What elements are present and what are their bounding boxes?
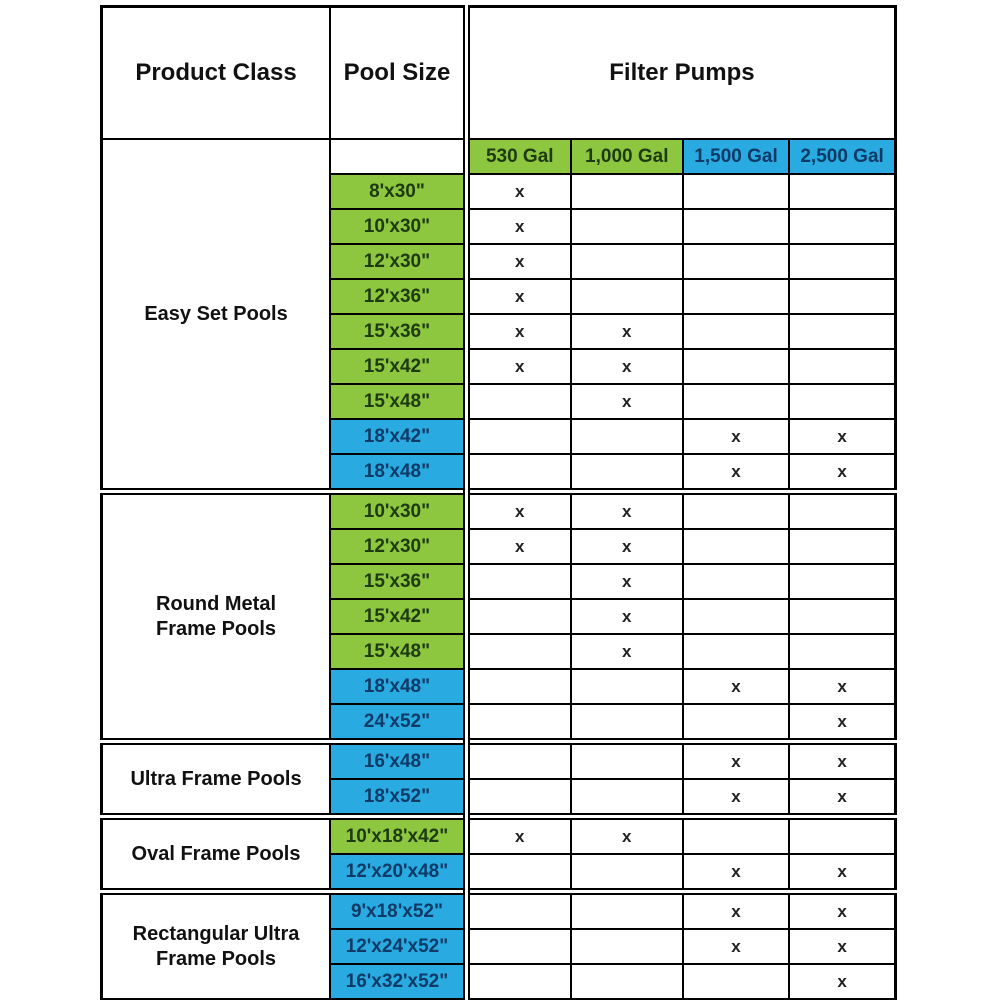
pool-size-cell: 16'x48" [330, 742, 466, 780]
pump-cell-empty [571, 929, 683, 964]
pool-size-cell: 15'x36" [330, 564, 466, 599]
pump-cell-empty [683, 244, 789, 279]
pool-size-cell: 15'x48" [330, 384, 466, 419]
pump-compatible-mark-cell: x [571, 492, 683, 530]
pump-cell-empty [571, 964, 683, 1000]
pump-cell-empty [789, 599, 895, 634]
pump-cell-empty [683, 634, 789, 669]
pump-cell-empty [571, 244, 683, 279]
pump-size-header-row [102, 139, 896, 174]
pool-size-cell: 12'x36" [330, 279, 466, 314]
pump-compatible-mark-cell: x [683, 669, 789, 704]
pump-compatible-mark-cell: x [466, 349, 570, 384]
pool-size-cell: 24'x52" [330, 704, 466, 742]
pump-compatible-mark-cell: x [683, 929, 789, 964]
pool-size-blank-cell [330, 139, 466, 174]
pool-size-cell: 15'x36" [330, 314, 466, 349]
pool-size-header: Pool Size [330, 7, 466, 140]
pump-cell-empty [466, 599, 570, 634]
product-class-cell-easy-set [102, 139, 331, 492]
pool-size-cell: 10'x30" [330, 209, 466, 244]
pump-compatible-mark-cell: x [571, 564, 683, 599]
pump-cell-empty [789, 384, 895, 419]
pump-compatible-mark-cell: x [683, 854, 789, 892]
product-class-cell [102, 892, 331, 1000]
pump-compatible-mark-cell: x [789, 454, 895, 492]
pool-size-cell: 12'x30" [330, 244, 466, 279]
pump-cell-empty [789, 492, 895, 530]
product-class-label: Easy Set Pools [144, 302, 288, 325]
pump-compatible-mark-cell: x [571, 599, 683, 634]
pump-cell-empty [466, 384, 570, 419]
pump-cell-empty [466, 564, 570, 599]
pump-cell-empty [466, 892, 570, 930]
pump-cell-empty [683, 492, 789, 530]
pump-cell-empty [683, 817, 789, 855]
filter-pumps-header: Filter Pumps [466, 7, 895, 140]
product-class-cell [102, 742, 331, 817]
pump-compatible-mark-cell: x [571, 349, 683, 384]
pump-cell-empty [683, 174, 789, 209]
pump-compatible-mark-cell: x [466, 492, 570, 530]
pump-cell-empty [683, 599, 789, 634]
pool-size-cell: 18'x48" [330, 454, 466, 492]
pool-size-cell: 15'x48" [330, 634, 466, 669]
pump-cell-empty [789, 314, 895, 349]
pump-compatible-mark-cell: x [466, 817, 570, 855]
pump-cell-empty [571, 854, 683, 892]
pump-cell-empty [683, 349, 789, 384]
pump-compatible-mark-cell: x [683, 742, 789, 780]
pump-compatible-mark-cell: x [571, 529, 683, 564]
pool-size-cell: 9'x18'x52" [330, 892, 466, 930]
pump-cell-empty [683, 314, 789, 349]
pump-cell-empty [466, 964, 570, 1000]
pump-compatible-mark-cell: x [789, 742, 895, 780]
product-class-label: Frame Pools [156, 617, 277, 640]
pump-compatible-mark-cell: x [789, 419, 895, 454]
pump-compatible-mark-cell: x [466, 279, 570, 314]
product-class-cell [102, 492, 331, 742]
table-row [102, 892, 896, 930]
pump-cell-empty [683, 529, 789, 564]
pool-size-cell: 18'x48" [330, 669, 466, 704]
pump-cell-empty [789, 244, 895, 279]
pool-size-cell: 18'x52" [330, 779, 466, 817]
pump-cell-empty [466, 742, 570, 780]
pump-compatible-mark-cell: x [789, 854, 895, 892]
pump-cell-empty [789, 817, 895, 855]
pump-cell-empty [683, 209, 789, 244]
pump-cell-empty [571, 174, 683, 209]
pump-cell-empty [789, 209, 895, 244]
product-class-cell [102, 817, 331, 892]
pump-header-1500-gal: 1,500 Gal [683, 139, 789, 174]
pump-compatible-mark-cell: x [571, 817, 683, 855]
pump-cell-empty [466, 854, 570, 892]
pump-compatible-mark-cell: x [683, 419, 789, 454]
pump-cell-empty [466, 454, 570, 492]
pump-cell-empty [466, 419, 570, 454]
table-row [102, 817, 896, 855]
pump-compatible-mark-cell: x [571, 384, 683, 419]
pool-size-cell: 16'x32'x52" [330, 964, 466, 1000]
pump-compatible-mark-cell: x [789, 929, 895, 964]
pool-filter-pump-compatibility-table [100, 5, 897, 1000]
pump-cell-empty [683, 704, 789, 742]
pump-cell-empty [789, 279, 895, 314]
table-row [102, 492, 896, 530]
pump-cell-empty [571, 892, 683, 930]
pump-cell-empty [466, 704, 570, 742]
pump-compatible-mark-cell: x [789, 779, 895, 817]
product-class-label: Round Metal [156, 592, 277, 615]
pump-cell-empty [466, 929, 570, 964]
pump-compatible-mark-cell: x [683, 892, 789, 930]
pump-compatible-mark-cell: x [683, 779, 789, 817]
pump-cell-empty [571, 209, 683, 244]
pool-size-cell: 15'x42" [330, 349, 466, 384]
pump-cell-empty [571, 669, 683, 704]
pump-cell-empty [683, 384, 789, 419]
product-class-label: Rectangular Ultra [132, 922, 300, 945]
pump-compatible-mark-cell: x [789, 669, 895, 704]
pool-size-cell: 10'x30" [330, 492, 466, 530]
pool-size-cell: 15'x42" [330, 599, 466, 634]
pump-header-1000-gal: 1,000 Gal [571, 139, 683, 174]
pool-size-cell: 12'x30" [330, 529, 466, 564]
pool-size-cell: 10'x18'x42" [330, 817, 466, 855]
pool-size-cell: 8'x30" [330, 174, 466, 209]
pump-compatible-mark-cell: x [466, 314, 570, 349]
pump-cell-empty [789, 634, 895, 669]
pump-compatible-mark-cell: x [466, 529, 570, 564]
pump-cell-empty [789, 349, 895, 384]
pump-compatible-mark-cell: x [466, 209, 570, 244]
pump-compatible-mark-cell: x [789, 704, 895, 742]
pump-compatible-mark-cell: x [789, 892, 895, 930]
table-header-row [102, 7, 896, 140]
pump-cell-empty [789, 529, 895, 564]
pool-size-cell: 18'x42" [330, 419, 466, 454]
product-class-label: Frame Pools [156, 947, 277, 970]
pump-cell-empty [683, 279, 789, 314]
pump-compatible-mark-cell: x [789, 964, 895, 1000]
product-class-label: Oval Frame Pools [131, 842, 301, 865]
pump-cell-empty [683, 564, 789, 599]
pump-header-530-gal: 530 Gal [466, 139, 570, 174]
product-class-label: Ultra Frame Pools [130, 767, 302, 790]
pump-cell-empty [571, 704, 683, 742]
pool-size-cell: 12'x20'x48" [330, 854, 466, 892]
pump-compatible-mark-cell: x [683, 454, 789, 492]
pump-cell-empty [571, 779, 683, 817]
pump-compatible-mark-cell: x [571, 314, 683, 349]
pool-table-body [102, 7, 896, 1000]
table-row [102, 742, 896, 780]
pump-cell-empty [789, 564, 895, 599]
product-class-header: Product Class [102, 7, 331, 140]
pump-compatible-mark-cell: x [466, 244, 570, 279]
pump-cell-empty [571, 454, 683, 492]
pump-cell-empty [683, 964, 789, 1000]
pump-cell-empty [571, 742, 683, 780]
pool-size-cell: 12'x24'x52" [330, 929, 466, 964]
pump-cell-empty [571, 419, 683, 454]
pump-cell-empty [466, 634, 570, 669]
pump-cell-empty [789, 174, 895, 209]
pump-header-2500-gal: 2,500 Gal [789, 139, 895, 174]
pump-cell-empty [571, 279, 683, 314]
pump-compatible-mark-cell: x [571, 634, 683, 669]
pump-cell-empty [466, 779, 570, 817]
pump-cell-empty [466, 669, 570, 704]
pump-compatible-mark-cell: x [466, 174, 570, 209]
